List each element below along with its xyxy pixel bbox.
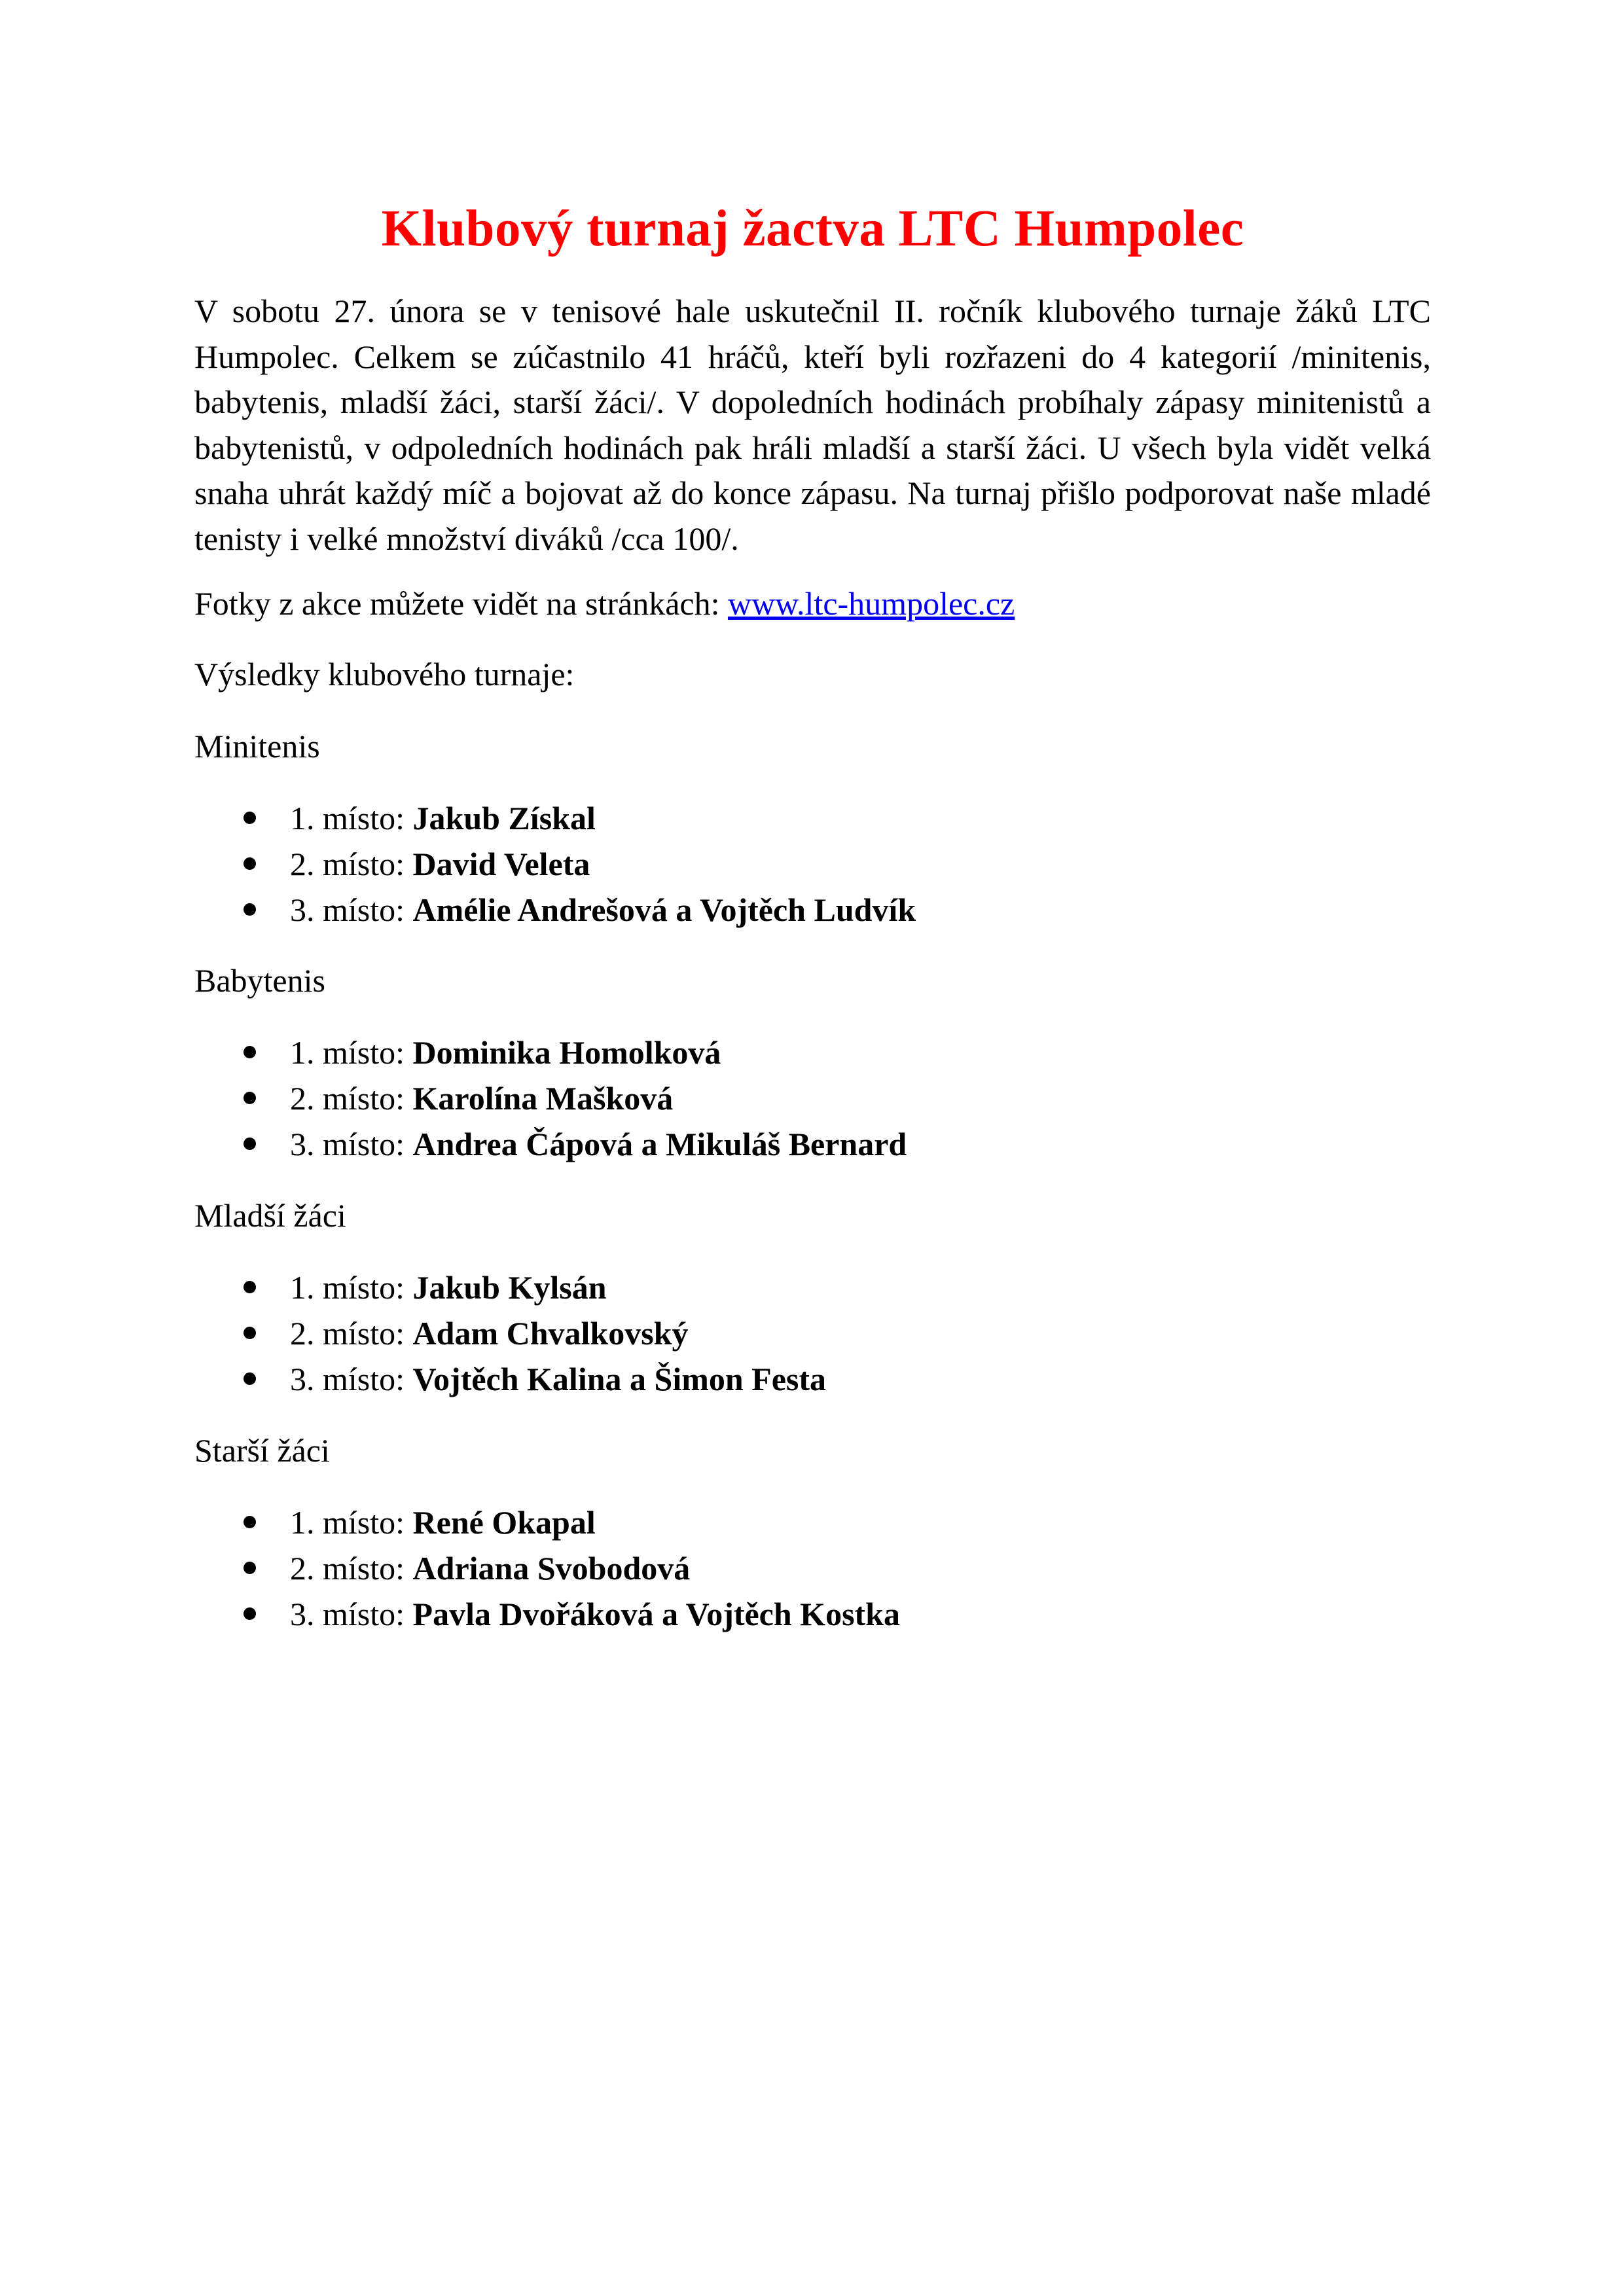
bullet-icon — [244, 903, 256, 916]
winner-name: Dominika Homolková — [412, 1034, 721, 1071]
bullet-icon — [244, 1138, 256, 1150]
category-heading-mladsi-zaci: Mladší žáci — [194, 1197, 346, 1234]
winner-name: Vojtěch Kalina a Šimon Festa — [412, 1361, 827, 1397]
bullet-icon — [244, 1562, 256, 1574]
category-heading-babytenis: Babytenis — [194, 962, 325, 999]
bullet-icon — [244, 812, 256, 824]
document-title: Klubový turnaj žactva LTC Humpolec — [381, 200, 1244, 257]
place-label: 3. místo: — [290, 1596, 413, 1632]
place-label: 3. místo: — [290, 1361, 413, 1397]
results-heading: Výsledky klubového turnaje: — [194, 656, 575, 692]
bullet-icon — [244, 1092, 256, 1104]
place-label: 1. místo: — [290, 800, 413, 836]
place-label: 2. místo: — [290, 846, 413, 882]
photos-text: Fotky z akce můžete vidět na stránkách: — [194, 585, 728, 622]
place-label: 1. místo: — [290, 1034, 413, 1071]
category-heading-minitenis: Minitenis — [194, 728, 320, 764]
place-label: 3. místo: — [290, 1126, 413, 1162]
place-label: 2. místo: — [290, 1550, 413, 1587]
bullet-icon — [244, 1372, 256, 1385]
website-link[interactable]: www.ltc-humpolec.cz — [727, 585, 1015, 622]
place-label: 2. místo: — [290, 1080, 413, 1117]
winner-name: Amélie Andrešová a Vojtěch Ludvík — [412, 891, 916, 928]
bullet-icon — [244, 1281, 256, 1293]
bullet-icon — [244, 1046, 256, 1058]
winner-name: Andrea Čápová a Mikuláš Bernard — [412, 1126, 907, 1162]
winner-name: Jakub Kylsán — [412, 1269, 607, 1306]
winner-name: David Veleta — [412, 846, 590, 882]
winner-name: Adriana Svobodová — [412, 1550, 691, 1587]
category-heading-starsi-zaci: Starší žáci — [194, 1432, 330, 1469]
winner-name: Jakub Získal — [412, 800, 596, 836]
winner-name: Pavla Dvořáková a Vojtěch Kostka — [412, 1596, 900, 1632]
bullet-icon — [244, 1607, 256, 1620]
bullet-icon — [244, 1516, 256, 1528]
winner-name: René Okapal — [412, 1504, 596, 1541]
photos-line — [194, 584, 1015, 623]
place-label: 1. místo: — [290, 1269, 413, 1306]
winner-name: Adam Chvalkovský — [412, 1315, 689, 1352]
winner-name: Karolína Mašková — [412, 1080, 674, 1117]
place-label: 2. místo: — [290, 1315, 413, 1352]
place-label: 3. místo: — [290, 891, 413, 928]
intro-paragraph: V sobotu 27. února se v tenisové hale uskutečnil II. ročník klubového turnaje žáků LTC Humpolec. Celkem se zúčastnilo 41 hráčů, kteří byli rozřazeni do 4 kategorií /minitenis, babytenis, mladší žáci, starší žáci/. V dopoledních hodinách probíhaly zápasy minitenistů a babytenistů, v odpoledních hodinách pak hráli mladší a starší žáci. U všech byla vidět velká snaha uhrát každý míč a bojovat až do konce zápasu. Na turnaj přišlo podporovat naše mladé tenisty i velké množství diváků /cca 100/. — [194, 293, 1431, 557]
bullet-icon — [244, 857, 256, 870]
place-label: 1. místo: — [290, 1504, 413, 1541]
bullet-icon — [244, 1327, 256, 1339]
